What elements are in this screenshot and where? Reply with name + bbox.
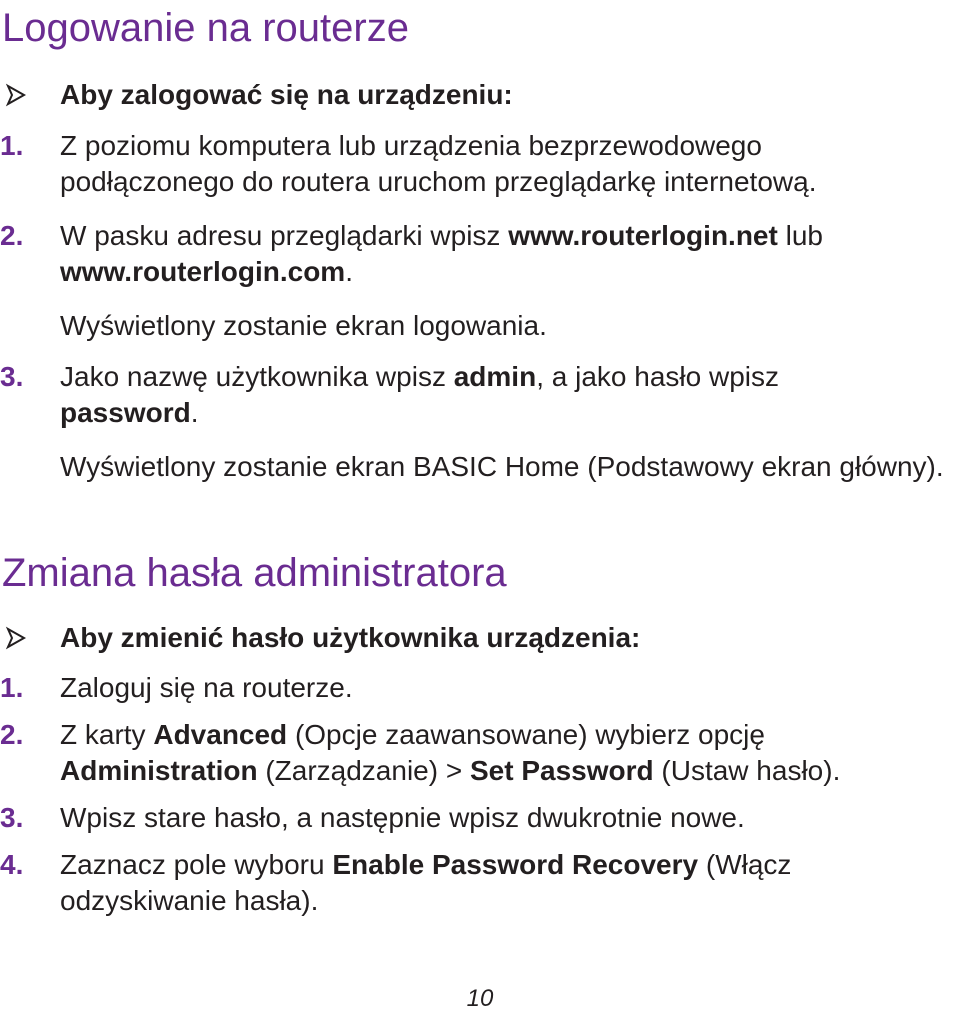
url-routerlogin-com: www.routerlogin.com bbox=[60, 256, 346, 287]
step-note: Wyświetlony zostanie ekran logowania. bbox=[60, 310, 547, 341]
step-number: 3. bbox=[0, 361, 24, 392]
step-note bbox=[60, 449, 955, 485]
text-segment: (Włącz bbox=[698, 849, 792, 880]
step-number: 1. bbox=[0, 130, 24, 161]
step-text bbox=[60, 218, 955, 254]
step-text bbox=[60, 359, 955, 395]
text-segment: , a jako hasło wpisz bbox=[536, 361, 779, 392]
step-number: 3. bbox=[0, 802, 24, 833]
step-number: 1. bbox=[0, 672, 24, 703]
step-text: Zaloguj się na routerze. bbox=[60, 672, 353, 703]
section-title: Zmiana hasła administratora bbox=[2, 551, 507, 595]
text-segment: lub bbox=[777, 220, 823, 251]
advanced-tab-label: Advanced bbox=[153, 719, 288, 750]
step-number: 4. bbox=[0, 849, 24, 880]
text-segment: Z karty bbox=[60, 719, 154, 750]
step-text bbox=[60, 395, 955, 431]
set-password-option-label: Set Password bbox=[469, 755, 654, 786]
enable-password-recovery-label: Enable Password Recovery bbox=[332, 849, 699, 880]
step-text: Wpisz stare hasło, a następnie wpisz dwukrotnie nowe. bbox=[60, 802, 745, 833]
text-segment: (Zarządzanie) > bbox=[257, 755, 470, 786]
step-text bbox=[60, 717, 955, 753]
step-number: 2. bbox=[0, 220, 24, 251]
text-segment: W pasku adresu przeglądarki wpisz bbox=[60, 220, 509, 251]
url-routerlogin-net: www.routerlogin.net bbox=[508, 220, 778, 251]
text-segment: (Ustaw hasło). bbox=[653, 755, 841, 786]
subheading-text: Aby zalogować się na urządzeniu: bbox=[60, 79, 513, 110]
step-text bbox=[60, 847, 955, 883]
step-text bbox=[60, 254, 955, 290]
text-segment: Jako nazwę użytkownika wpisz bbox=[60, 361, 454, 392]
text-segment: (Opcje zaawansowane) wybierz opcję bbox=[287, 719, 765, 750]
step-text: podłączonego do routera uruchom przeglądarkę internetową. bbox=[60, 166, 817, 197]
username-value: admin bbox=[453, 361, 537, 392]
step-note-text: Wyświetlony zostanie ekran BASIC Home (Podstawowy ekran główny). bbox=[60, 451, 944, 482]
text-segment: Zaznacz pole wyboru bbox=[60, 849, 333, 880]
step-number: 2. bbox=[0, 719, 24, 750]
password-value: password bbox=[60, 397, 191, 428]
subheading-text: Aby zmienić hasło użytkownika urządzenia: bbox=[60, 622, 641, 653]
text-segment: . bbox=[345, 256, 353, 287]
page-title: Logowanie na routerze bbox=[2, 6, 409, 50]
page-number: 10 bbox=[466, 985, 494, 1012]
text-segment: . bbox=[190, 397, 199, 428]
step-text: odzyskiwanie hasła). bbox=[60, 885, 319, 916]
arrow-bullet-icon bbox=[0, 78, 40, 112]
administration-menu-label: Administration bbox=[60, 755, 258, 786]
step-text: Z poziomu komputera lub urządzenia bezprzewodowego bbox=[60, 130, 762, 161]
step-text bbox=[60, 753, 955, 789]
arrow-bullet-icon bbox=[0, 621, 40, 655]
